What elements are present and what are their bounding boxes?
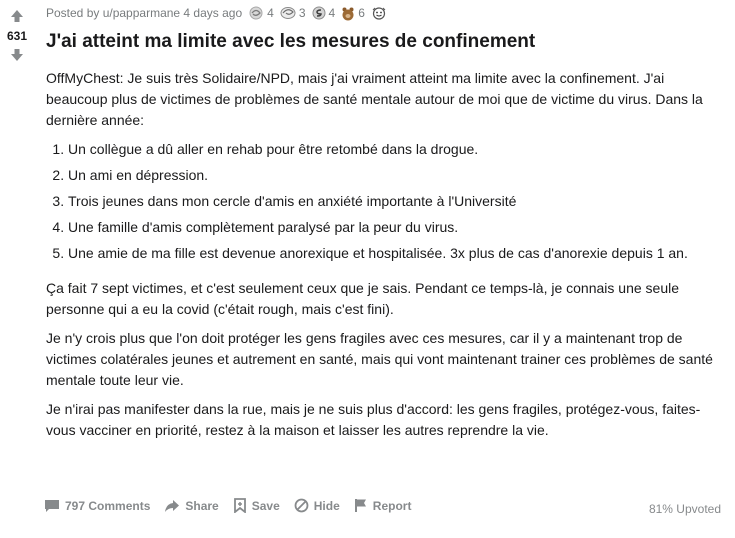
list-item: 4. Une famille d'amis complètement paralysé par la peur du virus. bbox=[68, 217, 726, 238]
list-item: 2. Un ami en dépression. bbox=[68, 165, 726, 186]
post-paragraph: Ça fait 7 sept victimes, et c'est seulement ceux que je sais. Pendant ce temps-là, je connais une seule personne qui a eu la covid (c'était rough, mais c'est fini). bbox=[46, 280, 680, 317]
award-count: 6 bbox=[358, 6, 365, 20]
post-list bbox=[46, 139, 726, 264]
award-blue-swirl[interactable] bbox=[280, 6, 306, 20]
post-intro: OffMyChest: Je suis très Solidaire/NPD, mais j'ai vraiment atteint ma limite avec la confinement. J'ai beaucoup plus de victimes de problèmes de santé mentale autour de moi que de victime du virus. Dans la dernière année: bbox=[46, 70, 703, 128]
downvote-button[interactable] bbox=[7, 45, 27, 65]
comments-button[interactable] bbox=[44, 499, 150, 513]
award-count: 4 bbox=[267, 6, 274, 20]
hide-label: Hide bbox=[313, 498, 340, 513]
award-gold-swirl[interactable] bbox=[248, 6, 274, 20]
share-button[interactable] bbox=[164, 499, 218, 513]
award-count: 4 bbox=[328, 6, 336, 20]
save-icon bbox=[233, 498, 247, 513]
downvote-arrow-icon bbox=[10, 48, 24, 62]
share-icon bbox=[164, 499, 180, 513]
save-label: Save bbox=[251, 498, 280, 513]
hide-icon bbox=[294, 498, 309, 513]
post-title[interactable]: J'ai atteint ma limite avec les mesures de confinement bbox=[46, 31, 536, 52]
post bbox=[46, 0, 726, 449]
upvote-arrow-icon bbox=[10, 9, 24, 23]
list-item: 5. Une amie de ma fille est devenue anorexique et hospitalisée. 3x plus de cas d'anorexie depuis 1 an. bbox=[68, 243, 726, 264]
award-bear[interactable] bbox=[341, 6, 365, 21]
list-item: 3. Trois jeunes dans mon cercle d'amis en anxiété importante à l'Université bbox=[68, 191, 726, 212]
list-item: 1. Un collègue a dû aller en rehab pour être retombé dans la drogue. bbox=[68, 139, 726, 160]
bear-award-icon bbox=[341, 6, 355, 21]
comment-icon bbox=[44, 499, 60, 513]
post-paragraph: Je n'y crois plus que l'on doit protéger les gens fragiles avec ces mesures, car il y a maintenant trop de victimes colatérales jeunes et autrement en santé, mais qui vont maintenant trainer ces problèmes de santé mentale toute leur vie. bbox=[46, 330, 713, 388]
snake-award-icon bbox=[312, 6, 326, 20]
post-paragraph: Je n'irai pas manifester dans la rue, mais je ne suis plus d'accord: les gens fragiles, protégez-vous, faites-vous vacciner en priorité, restez à la maison et laisser les autres reprendre la vie. bbox=[46, 401, 701, 438]
flag-icon bbox=[354, 498, 368, 513]
share-label: Share bbox=[185, 498, 219, 513]
post-author-line[interactable]: Posted by u/papparmane 4 days ago bbox=[46, 6, 243, 20]
save-button[interactable] bbox=[233, 498, 280, 513]
hide-button[interactable] bbox=[294, 498, 340, 513]
award-snake[interactable] bbox=[312, 6, 336, 20]
upvote-ratio: 81% Upvoted bbox=[648, 502, 721, 516]
vote-column bbox=[0, 6, 34, 65]
report-button[interactable] bbox=[354, 498, 412, 513]
blue-swirl-award-icon bbox=[280, 6, 296, 20]
report-label: Report bbox=[372, 498, 412, 513]
upvote-button[interactable] bbox=[7, 6, 27, 26]
post-body bbox=[46, 68, 726, 441]
post-meta bbox=[46, 0, 726, 26]
wholesome-award-icon bbox=[371, 6, 387, 20]
post-action-bar bbox=[44, 498, 425, 513]
vote-score: 631 bbox=[6, 29, 28, 43]
gold-swirl-award-icon bbox=[248, 6, 264, 20]
award-wholesome[interactable] bbox=[371, 6, 390, 20]
comments-label: 797 Comments bbox=[65, 498, 151, 513]
award-count: 3 bbox=[298, 6, 306, 20]
